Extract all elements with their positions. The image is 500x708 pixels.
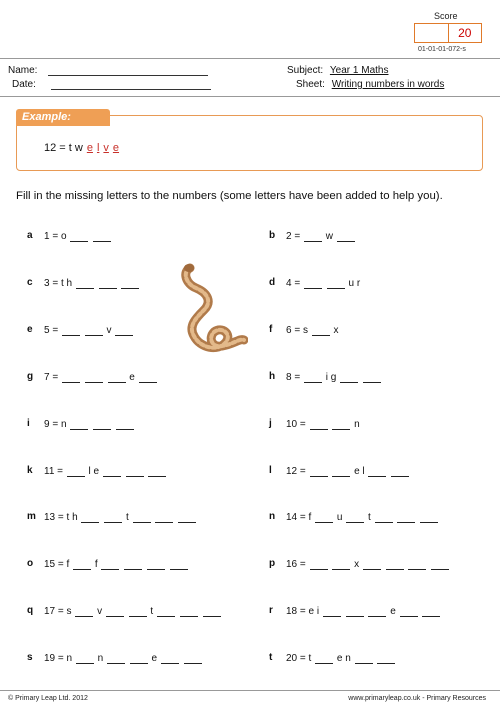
answer-blank[interactable] xyxy=(101,558,119,570)
question-part xyxy=(81,372,84,383)
question-part xyxy=(342,606,345,617)
question-part: 7 = xyxy=(44,371,61,383)
question-letter: c xyxy=(27,276,33,288)
question-part xyxy=(176,606,179,617)
question-part xyxy=(387,466,390,477)
question-part: 16 = xyxy=(286,559,309,571)
answer-blank[interactable] xyxy=(355,652,373,664)
answer-blank[interactable] xyxy=(203,605,221,617)
snake-illustration-icon xyxy=(178,262,248,366)
question-letter: s xyxy=(27,652,33,664)
question-text xyxy=(286,652,396,664)
question-part: e xyxy=(126,371,138,383)
question-letter: d xyxy=(269,276,276,288)
question-part: 3 = t h xyxy=(44,277,75,289)
question-part xyxy=(329,419,332,430)
question-letter: j xyxy=(269,417,272,429)
question-part: 20 = t xyxy=(286,653,315,665)
question-part: 14 = f xyxy=(286,512,315,524)
answer-blank[interactable] xyxy=(332,465,350,477)
question-part xyxy=(125,606,128,617)
answer-blank[interactable] xyxy=(161,652,179,664)
question-part xyxy=(180,653,183,664)
score-entry-cell[interactable] xyxy=(415,24,449,42)
question-part: u xyxy=(334,512,346,524)
answer-blank[interactable] xyxy=(363,371,381,383)
question-part xyxy=(394,512,397,523)
question-part: 9 = n xyxy=(44,418,70,430)
question-text xyxy=(286,465,410,477)
question-part xyxy=(174,512,177,523)
answer-blank[interactable] xyxy=(391,465,409,477)
footer-divider xyxy=(0,690,500,691)
question-part: 6 = s xyxy=(286,324,311,336)
question-part: 4 = xyxy=(286,277,303,289)
answer-blank[interactable] xyxy=(315,652,333,664)
answer-blank[interactable] xyxy=(115,324,133,336)
answer-blank[interactable] xyxy=(139,371,157,383)
question-part: w xyxy=(322,231,336,242)
answer-blank[interactable] xyxy=(346,605,364,617)
question-part: v xyxy=(94,606,105,618)
question-part xyxy=(199,606,202,617)
question-part: l e xyxy=(85,465,102,477)
question-letter: r xyxy=(269,605,273,617)
answer-blank[interactable] xyxy=(377,652,395,664)
name-field xyxy=(8,65,208,76)
date-field xyxy=(12,79,211,90)
example-text xyxy=(44,142,119,154)
question-part: e l xyxy=(351,465,368,477)
sheet-value: Writing numbers in words xyxy=(331,79,445,90)
question-text xyxy=(44,230,112,242)
answer-blank[interactable] xyxy=(420,511,438,523)
question-part: 8 = xyxy=(286,371,303,383)
answer-blank[interactable] xyxy=(310,465,328,477)
question-part: x xyxy=(330,324,339,336)
answer-blank[interactable] xyxy=(147,558,165,570)
question-text xyxy=(44,558,189,570)
question-part: v xyxy=(103,324,115,336)
answer-blank[interactable] xyxy=(81,511,99,523)
answer-blank[interactable] xyxy=(304,230,322,242)
instructions: Fill in the missing letters to the numbers (some letters have been added to help you). xyxy=(16,190,443,202)
question-part: t xyxy=(123,512,132,524)
header-divider xyxy=(0,96,500,97)
question-part xyxy=(416,512,419,523)
answer-blank[interactable] xyxy=(85,324,103,336)
example-equation: 12 = t w xyxy=(44,142,83,154)
question-part xyxy=(359,372,362,383)
question-text xyxy=(286,371,382,383)
question-part: 18 = e i xyxy=(286,606,322,618)
question-part: 10 = xyxy=(286,418,309,430)
name-label: Name: xyxy=(8,65,38,76)
answer-blank[interactable] xyxy=(400,605,418,617)
question-part: t xyxy=(365,512,374,524)
answer-blank[interactable] xyxy=(340,371,358,383)
answer-blank[interactable] xyxy=(93,230,111,242)
answer-blank[interactable] xyxy=(93,418,111,430)
question-part xyxy=(329,466,332,477)
answer-blank[interactable] xyxy=(70,418,88,430)
score-value: 20 xyxy=(458,26,472,40)
question-part xyxy=(67,231,70,242)
score-label: Score xyxy=(434,11,458,21)
answer-blank[interactable] xyxy=(363,558,381,570)
answer-blank[interactable] xyxy=(73,558,91,570)
answer-blank[interactable] xyxy=(304,277,322,289)
question-text xyxy=(286,511,439,523)
answer-blank[interactable] xyxy=(332,418,350,430)
date-line[interactable] xyxy=(51,79,211,90)
answer-blank[interactable] xyxy=(337,230,355,242)
answer-blank[interactable] xyxy=(62,324,80,336)
answer-blank[interactable] xyxy=(310,418,328,430)
answer-blank[interactable] xyxy=(386,558,404,570)
answer-blank[interactable] xyxy=(133,511,151,523)
question-part xyxy=(95,278,98,289)
example-letter: l xyxy=(96,142,100,154)
question-part xyxy=(419,606,422,617)
question-part xyxy=(118,278,121,289)
question-part: 12 = xyxy=(286,465,309,477)
question-letter: a xyxy=(27,230,33,241)
question-part: e xyxy=(387,606,399,618)
answer-blank[interactable] xyxy=(312,324,330,336)
example-tab-label: Example: xyxy=(22,111,71,123)
question-letter: f xyxy=(269,323,273,335)
question-part: 11 = xyxy=(44,465,66,477)
answer-blank[interactable] xyxy=(76,277,94,289)
answer-blank[interactable] xyxy=(99,277,117,289)
subject-label: Subject: xyxy=(287,65,324,76)
subject-field xyxy=(287,65,388,76)
answer-blank[interactable] xyxy=(422,605,440,617)
question-text xyxy=(44,418,135,430)
answer-blank[interactable] xyxy=(368,605,386,617)
answer-blank[interactable] xyxy=(104,511,122,523)
question-part xyxy=(126,653,129,664)
answer-blank[interactable] xyxy=(116,418,134,430)
question-part xyxy=(122,466,125,477)
question-part: n xyxy=(351,418,360,430)
subject-value: Year 1 Maths xyxy=(329,65,389,76)
answer-blank[interactable] xyxy=(431,558,449,570)
worksheet-code: 01-01-01-072-s xyxy=(418,46,466,53)
answer-blank[interactable] xyxy=(310,558,328,570)
question-letter: n xyxy=(269,511,276,523)
question-text xyxy=(44,605,222,617)
question-part xyxy=(112,419,115,430)
question-text xyxy=(286,324,339,336)
answer-blank[interactable] xyxy=(129,605,147,617)
footer-copyright: © Primary Leap Ltd. 2012 xyxy=(8,695,88,702)
answer-blank[interactable] xyxy=(178,511,196,523)
question-part: e n xyxy=(334,653,354,665)
answer-blank[interactable] xyxy=(67,465,85,477)
question-text xyxy=(44,371,158,383)
question-part xyxy=(329,559,332,570)
answer-blank[interactable] xyxy=(76,652,94,664)
answer-blank[interactable] xyxy=(108,371,126,383)
question-text xyxy=(286,230,356,242)
question-letter: i xyxy=(27,417,30,429)
answer-blank[interactable] xyxy=(107,652,125,664)
answer-blank[interactable] xyxy=(397,511,415,523)
date-label: Date: xyxy=(12,79,36,90)
question-part xyxy=(104,372,107,383)
example-letter: e xyxy=(86,142,93,154)
answer-blank[interactable] xyxy=(126,465,144,477)
question-part xyxy=(120,559,123,570)
question-part xyxy=(89,231,92,242)
question-text xyxy=(44,511,197,523)
answer-blank[interactable] xyxy=(62,371,80,383)
question-text xyxy=(286,418,360,430)
question-part: i g xyxy=(322,371,340,383)
question-part xyxy=(145,466,148,477)
question-text xyxy=(44,277,140,289)
question-part xyxy=(81,325,84,336)
question-letter: o xyxy=(27,558,34,570)
answer-blank[interactable] xyxy=(408,558,426,570)
answer-blank[interactable] xyxy=(157,605,175,617)
question-part: 1 = o xyxy=(44,231,67,242)
question-text xyxy=(286,277,360,289)
example-letter: e xyxy=(112,142,120,154)
answer-blank[interactable] xyxy=(180,605,198,617)
question-letter: q xyxy=(27,605,34,617)
answer-blank[interactable] xyxy=(103,465,121,477)
question-part: t xyxy=(147,606,156,618)
question-part: 17 = s xyxy=(44,606,75,618)
answer-blank[interactable] xyxy=(130,652,148,664)
question-text xyxy=(286,558,450,570)
question-part xyxy=(382,559,385,570)
question-text xyxy=(44,652,203,664)
question-text xyxy=(286,605,441,617)
footer-website: www.primaryleap.co.uk - Primary Resources xyxy=(348,695,486,702)
answer-blank[interactable] xyxy=(184,652,202,664)
example-tab xyxy=(16,109,110,126)
answer-blank[interactable] xyxy=(323,605,341,617)
question-letter: e xyxy=(27,323,33,335)
question-part xyxy=(166,559,169,570)
question-letter: k xyxy=(27,464,33,476)
answer-blank[interactable] xyxy=(124,558,142,570)
question-letter: g xyxy=(27,370,34,382)
question-part xyxy=(323,278,326,289)
question-part xyxy=(365,606,368,617)
question-letter: h xyxy=(269,370,276,382)
answer-blank[interactable] xyxy=(70,230,88,242)
question-part: n xyxy=(94,653,106,665)
top-divider xyxy=(0,58,500,59)
answer-blank[interactable] xyxy=(332,558,350,570)
answer-blank[interactable] xyxy=(170,558,188,570)
answer-blank[interactable] xyxy=(155,511,173,523)
question-letter: l xyxy=(269,464,272,476)
question-part: 19 = n xyxy=(44,653,75,665)
sheet-field xyxy=(296,79,444,90)
question-part: x xyxy=(351,559,362,571)
question-part xyxy=(374,653,377,664)
answer-blank[interactable] xyxy=(368,465,386,477)
example-letter: v xyxy=(103,142,109,154)
question-letter: b xyxy=(269,230,276,241)
question-part xyxy=(100,512,103,523)
question-part xyxy=(89,419,92,430)
answer-blank[interactable] xyxy=(315,511,333,523)
answer-blank[interactable] xyxy=(85,371,103,383)
question-letter: p xyxy=(269,558,276,570)
answer-blank[interactable] xyxy=(148,465,166,477)
question-letter: m xyxy=(27,511,36,523)
question-part xyxy=(405,559,408,570)
answer-blank[interactable] xyxy=(106,605,124,617)
question-part xyxy=(143,559,146,570)
name-line[interactable] xyxy=(48,65,208,76)
question-text xyxy=(44,465,167,477)
answer-blank[interactable] xyxy=(75,605,93,617)
answer-blank[interactable] xyxy=(121,277,139,289)
question-part xyxy=(427,559,430,570)
question-text xyxy=(44,324,134,336)
answer-blank[interactable] xyxy=(327,277,345,289)
question-part: 15 = f xyxy=(44,559,73,571)
answer-blank[interactable] xyxy=(346,511,364,523)
question-part: e xyxy=(148,653,160,665)
question-part: 2 = xyxy=(286,231,303,242)
question-part: 13 = t h xyxy=(44,512,81,524)
sheet-label: Sheet: xyxy=(296,79,325,90)
question-part: 5 = xyxy=(44,324,61,336)
question-part xyxy=(152,512,155,523)
question-letter: t xyxy=(269,652,273,664)
answer-blank[interactable] xyxy=(304,371,322,383)
question-part: f xyxy=(92,559,101,571)
score-box xyxy=(414,23,482,43)
question-part: u r xyxy=(345,277,361,289)
answer-blank[interactable] xyxy=(375,511,393,523)
